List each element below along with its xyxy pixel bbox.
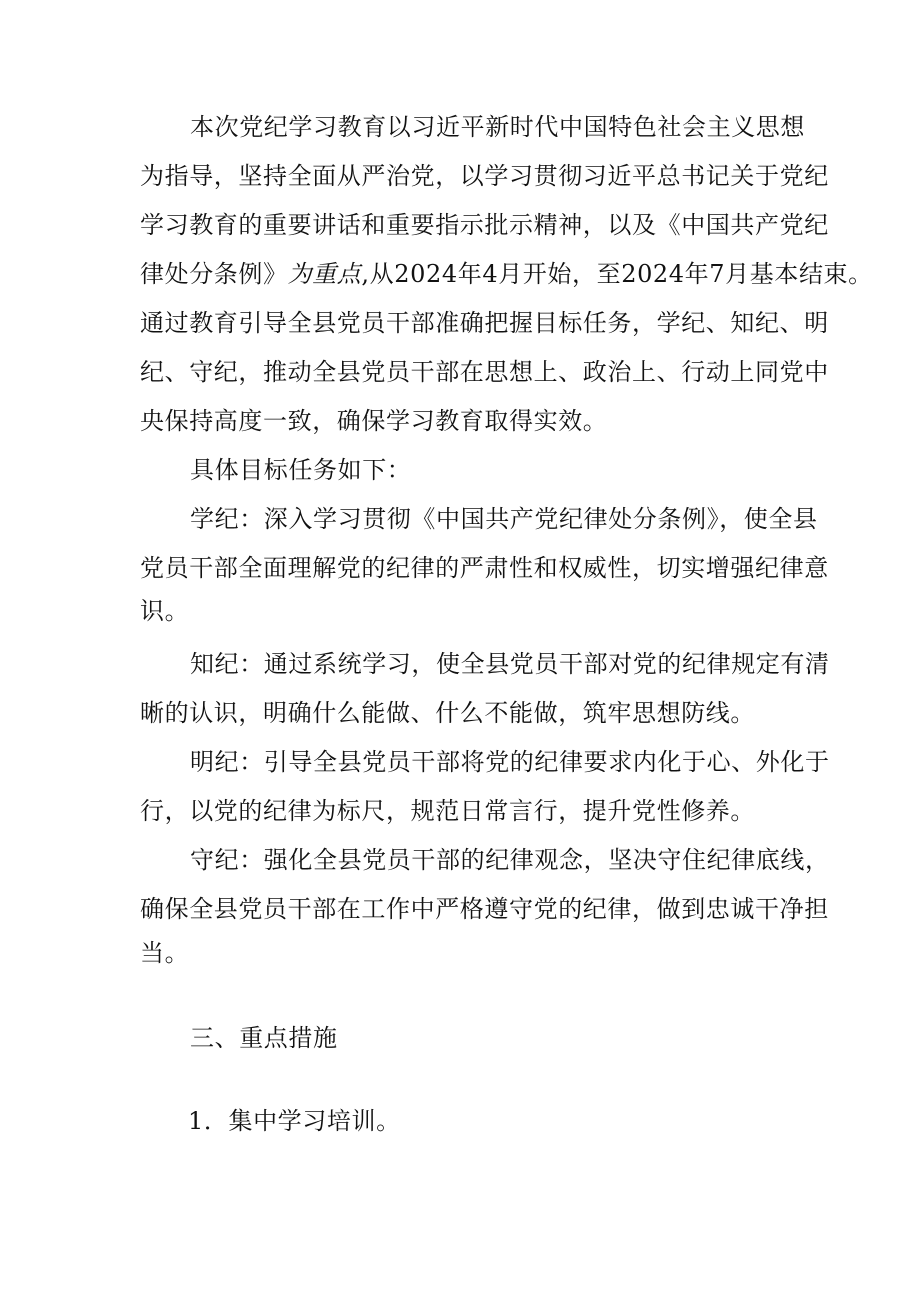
text-segment: ,从2024年4月开始，至2024年7月基本结束。 [361, 260, 873, 288]
section-heading: 三、重点措施 [190, 1024, 338, 1052]
text-line [140, 259, 873, 289]
text-line: 学纪：深入学习贯彻《中国共产党纪律处分条例》，使全县 [190, 505, 818, 533]
text-segment: 律处分条例》 [140, 260, 288, 288]
text-line: 为指导，坚持全面从严治党，以学习贯彻习近平总书记关于党纪 [140, 162, 829, 190]
text-line: 纪、守纪，推动全县党员干部在思想上、政治上、行动上同党中 [140, 358, 829, 386]
text-line: 明纪：引导全县党员干部将党的纪律要求内化于心、外化于 [190, 748, 830, 776]
text-line: 守纪：强化全县党员干部的纪律观念，坚决守住纪律底线， [190, 846, 830, 874]
text-line: 晰的认识，明确什么能做、什么不能做，筑牢思想防线。 [140, 699, 755, 727]
text-line: 当。 [140, 939, 190, 967]
italic-text-segment: 为重点 [287, 260, 362, 288]
text-line: 识。 [140, 597, 190, 625]
list-item: 1．集中学习培训。 [188, 1107, 401, 1135]
text-line: 党员干部全面理解党的纪律的严肃性和权威性，切实增强纪律意 [140, 554, 829, 582]
text-line: 行，以党的纪律为标尺，规范日常言行，提升党性修养。 [140, 797, 755, 825]
text-line: 通过教育引导全县党员干部准确把握目标任务，学纪、知纪、明 [140, 309, 829, 337]
text-line: 知纪：通过系统学习，使全县党员干部对党的纪律规定有清 [190, 650, 830, 678]
text-line: 央保持高度一致，确保学习教育取得实效。 [140, 407, 608, 435]
text-line: 具体目标任务如下： [190, 456, 412, 484]
text-line: 本次党纪学习教育以习近平新时代中国特色社会主义思想 [190, 113, 805, 141]
text-line: 确保全县党员干部在工作中严格遵守党的纪律，做到忠诚干净担 [140, 895, 829, 923]
text-line: 学习教育的重要讲话和重要指示批示精神，以及《中国共产党纪 [140, 211, 829, 239]
